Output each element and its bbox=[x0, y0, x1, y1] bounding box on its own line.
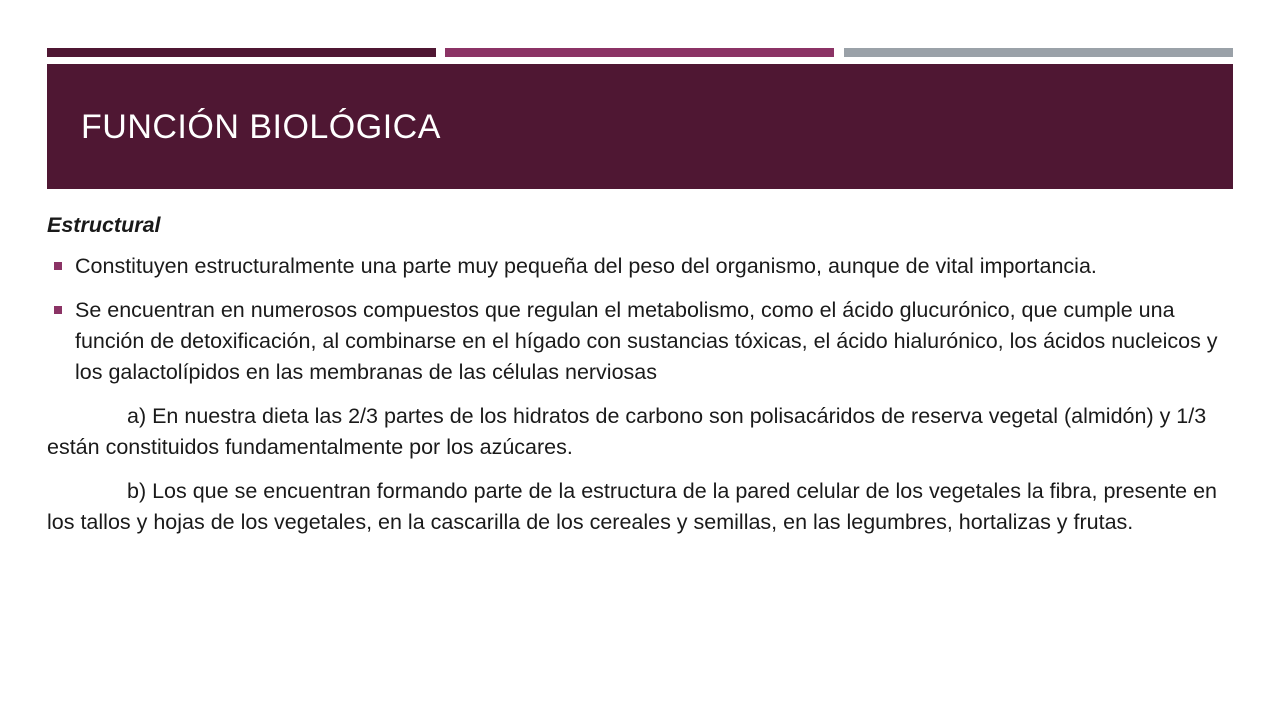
title-band bbox=[47, 64, 1233, 189]
bullet-text: Se encuentran en numerosos compuestos que regulan el metabolismo, como el ácido glucurónico, que cumple una función de detoxificación, al combinarse en el hígado con sustancias tóxicas, el ácido hialurónico, los ácidos nucleicos y los galactolípidos en las membranas de las células nerviosas bbox=[75, 298, 1218, 384]
bullet-text: Constituyen estructuralmente una parte muy pequeña del peso del organismo, aunque de vital importancia. bbox=[75, 254, 1097, 278]
accent-bar-gray bbox=[844, 48, 1233, 57]
section-subtitle: Estructural bbox=[47, 213, 161, 237]
paragraph-a: a) En nuestra dieta las 2/3 partes de los hidratos de carbono son polisacáridos de reserva vegetal (almidón) y 1/3 están constituidos fundamentalmente por los azúcares. bbox=[47, 404, 1207, 459]
slide-content bbox=[47, 210, 1237, 551]
accent-bar-dark bbox=[47, 48, 436, 57]
slide-title: FUNCIÓN BIOLÓGICA bbox=[81, 108, 441, 146]
square-bullet-icon bbox=[54, 306, 62, 314]
accent-bar-magenta bbox=[445, 48, 834, 57]
bullet-item bbox=[47, 251, 1237, 282]
paragraph-b: b) Los que se encuentran formando parte de la estructura de la pared celular de los vegetales la fibra, presente en los tallos y hojas de los vegetales, en la cascarilla de los cereales y semillas, en las legumbres, hortalizas y frutas. bbox=[47, 479, 1218, 534]
square-bullet-icon bbox=[54, 262, 62, 270]
bullet-item bbox=[47, 295, 1237, 388]
